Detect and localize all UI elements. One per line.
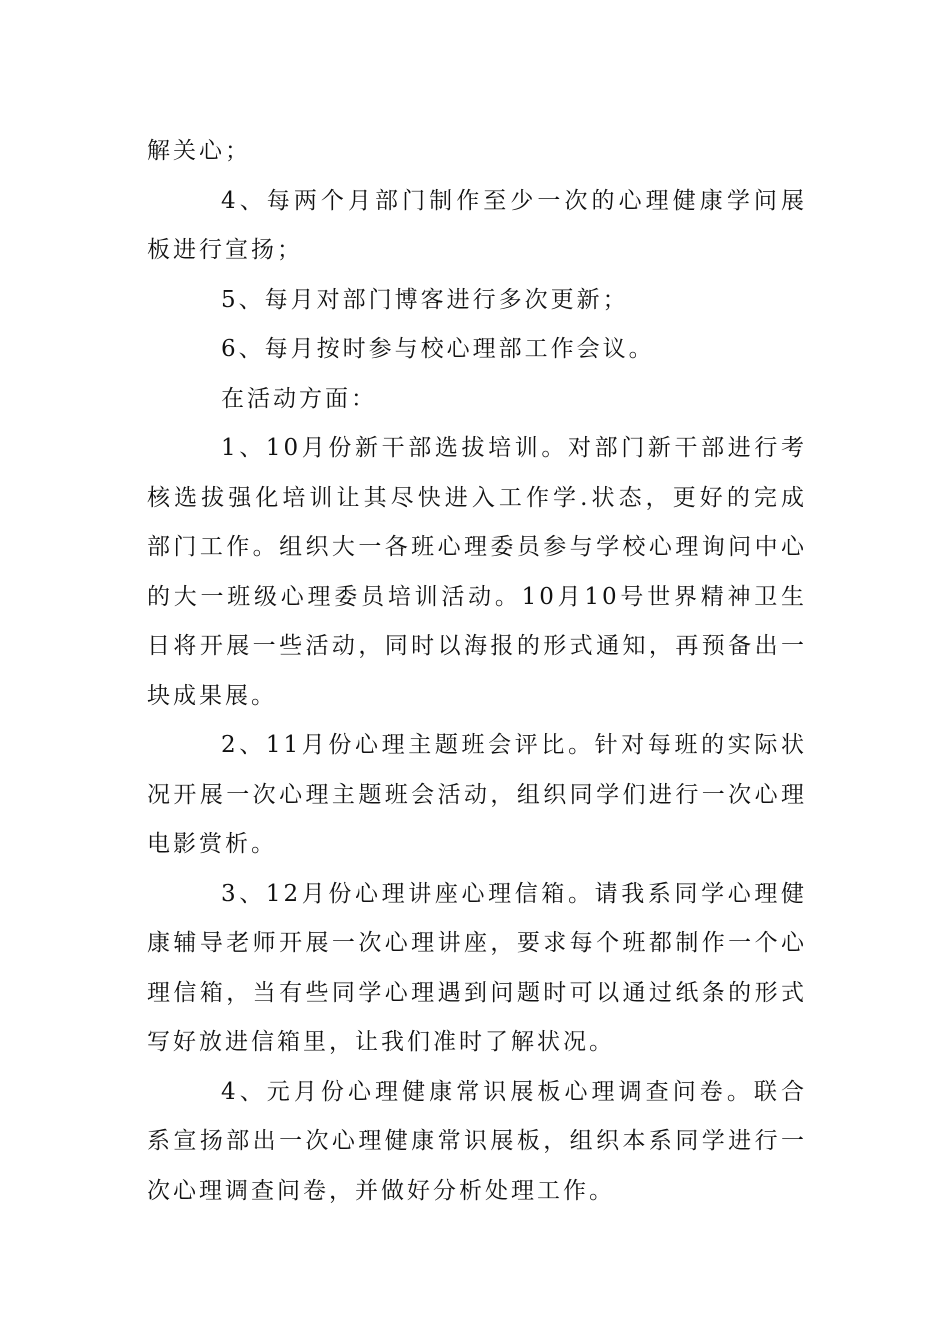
paragraph-activities-heading: 在活动方面： bbox=[221, 385, 377, 412]
paragraph-november-class-meeting: 2、11月份心理主题班会评比。针对每班的实际状况开展一次心理主题班会活动，组织同学们进行一次心理电影赏析。 bbox=[147, 732, 807, 857]
paragraph-item-5-blog-update: 5、每月对部门博客进行多次更新； bbox=[221, 286, 629, 313]
paragraph-item-6-meeting: 6、每月按时参与校心理部工作会议。 bbox=[221, 336, 655, 362]
paragraph-december-lecture-mailbox: 3、12月份心理讲座心理信箱。请我系同学心理健康辅导老师开展一次心理讲座，要求每个班都制作一个心理信箱，当有些同学心理遇到问题时可以通过纸条的形式写好放进信箱里，让我们准时了解状况。 bbox=[147, 880, 807, 1055]
document-body bbox=[147, 127, 807, 1216]
paragraph-october-training: 1、10月份新干部选拔培训。对部门新干部进行考核选拔强化培训让其尽快进入工作学.状态，更好的完成部门工作。组织大一各班心理委员参与学校心理询问中心的大一班级心理委员培训活动。10月10号世界精神卫生日将开展一些活动，同时以海报的形式通知，再预备出一块成果展。 bbox=[147, 435, 807, 709]
paragraph-continuation: 解关心； bbox=[147, 138, 251, 164]
paragraph-january-survey: 4、元月份心理健康常识展板心理调查问卷。联合系宣扬部出一次心理健康常识展板，组织本系同学进行一次心理调查问卷，并做好分析处理工作。 bbox=[147, 1078, 807, 1204]
paragraph-item-4-display-board: 4、每两个月部门制作至少一次的心理健康学问展板进行宣扬； bbox=[147, 187, 807, 263]
